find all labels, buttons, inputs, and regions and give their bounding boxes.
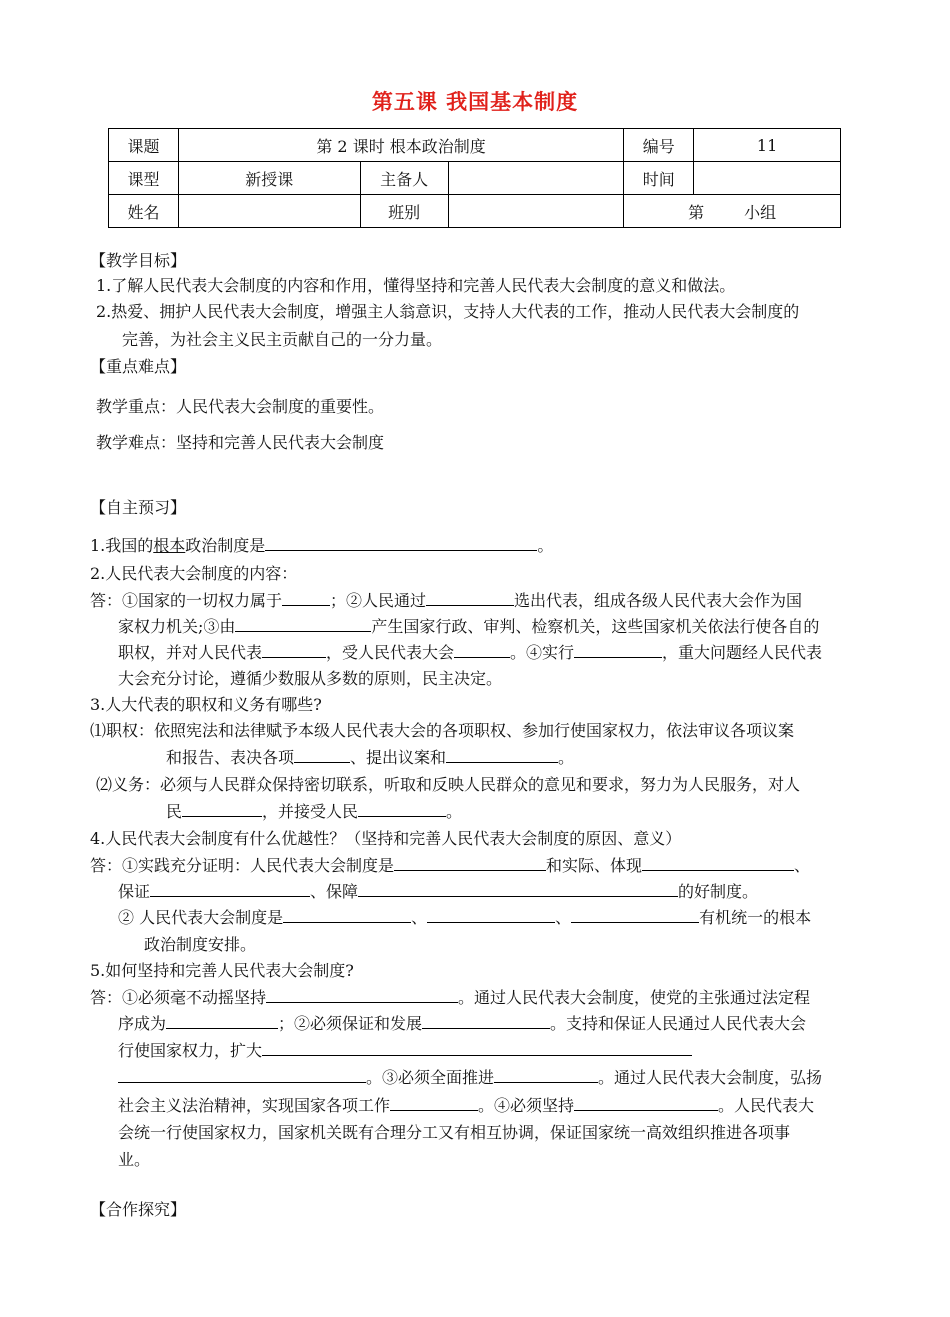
answer-3-line-3: ⑵义务：必须与人民群众保持密切联系，听取和反映人民群众的意见和要求，努力为人民服务，对人 [96,775,801,794]
objective-item-2: 2.热爱、拥护人民代表大会制度，增强主人翁意识，支持人大代表的工作，推动人民代表大会制度的 [96,302,800,321]
time-value [694,162,841,195]
question-4: 4.人民代表大会制度有什么优越性？（坚持和完善人民代表大会制度的原因、意义） [90,829,682,848]
topic-label: 课题 [109,129,179,162]
answer-2-line-1: 答：①国家的一切权力属于 ；②人民通过 选出代表，组成各级人民代表大会作为国 [90,591,803,610]
objective-item-2-cont: 完善，为社会主义民主贡献自己的一分力量。 [122,330,443,349]
class-value [448,195,624,228]
type-label: 课型 [109,162,179,195]
table-row [109,162,841,195]
answer-2-line-4: 大会充分讨论，遵循少数服从多数的原则，民主决定。 [118,669,503,688]
answer-3-line-1: ⑴职权：依照宪法和法律赋予本级人民代表大会的各项职权、参加行使国家权力，依法审议各项议案 [90,721,795,740]
answer-5-line-4: 。③必须全面推进 。通过人民代表大会制度，弘扬 [118,1067,822,1089]
question-3: 3.人大代表的职权和义务有哪些? [90,695,322,714]
question-1: 1.我国的根本政治制度是 。 [90,536,554,555]
answer-5-line-3: 行使国家权力，扩大 [118,1040,692,1062]
answer-5-line-2: 序成为 ；②必须保证和发展 。支持和保证人民通过人民代表大会 [118,1014,807,1033]
answer-4-line-3: ② 人民代表大会制度是 、 、 有机统一的根本 [118,908,812,927]
answer-3-line-2: 和报告、表决各项 、提出议案和 。 [166,748,575,767]
question-5: 5.如何坚持和完善人民代表大会制度? [90,961,354,980]
table-row [109,195,841,228]
time-label: 时间 [624,162,694,195]
cooperate-heading: 【合作探究】 [90,1200,187,1219]
preview-heading: 【自主预习】 [90,498,187,517]
keypoints-heading: 【重点难点】 [90,357,187,376]
class-label: 班别 [360,195,448,228]
type-value: 新授课 [178,162,360,195]
name-label: 姓名 [109,195,179,228]
answer-5-line-7: 业。 [118,1150,151,1169]
group-suffix: 小组 [744,202,777,222]
answer-2-line-2: 家权力机关;③由 产生国家行政、审判、检察机关，这些国家机关依法行使各自的 [118,617,820,636]
name-value [178,195,360,228]
answer-5-line-6: 会统一行使国家权力，国家机关既有合理分工又有相互协调，保证国家统一高效组织推进各项事 [118,1123,791,1142]
number-label: 编号 [624,129,694,162]
topic-value: 第 2 课时 根本政治制度 [178,129,623,162]
preparer-label: 主备人 [360,162,448,195]
answer-4-line-2: 保证 、保障 的好制度。 [118,882,759,901]
answer-2-line-3: 职权，并对人民代表 ，受人民代表大会 。④实行 ，重大问题经人民代表 [118,643,823,662]
question-2: 2.人民代表大会制度的内容： [90,564,298,583]
lesson-info-table [108,128,841,228]
page-title: 第五课 我国基本制度 [371,90,579,114]
group-cell [624,195,841,228]
objective-item-1: 1.了解人民代表大会制度的内容和作用，懂得坚持和完善人民代表大会制度的意义和做法。 [96,276,736,295]
objectives-heading: 【教学目标】 [90,251,187,270]
teaching-difficulty: 教学难点：坚持和完善人民代表大会制度 [96,433,385,452]
answer-5-line-1: 答：①必须毫不动摇坚持 。通过人民代表大会制度，使党的主张通过法定程 [90,988,811,1007]
answer-5-line-5: 社会主义法治精神，实现国家各项工作 。④必须坚持 。人民代表大 [118,1096,815,1115]
table-row [109,129,841,162]
answer-4-line-4: 政治制度安排。 [144,935,257,954]
answer-4-line-1: 答：①实践充分证明：人民代表大会制度是 和实际、体现 、 [90,856,811,875]
answer-3-line-4: 民 ，并接受人民 。 [166,802,463,821]
teaching-focus: 教学重点：人民代表大会制度的重要性。 [96,397,385,416]
group-prefix: 第 [688,202,705,222]
preparer-value [448,162,624,195]
number-value: 11 [694,129,841,162]
